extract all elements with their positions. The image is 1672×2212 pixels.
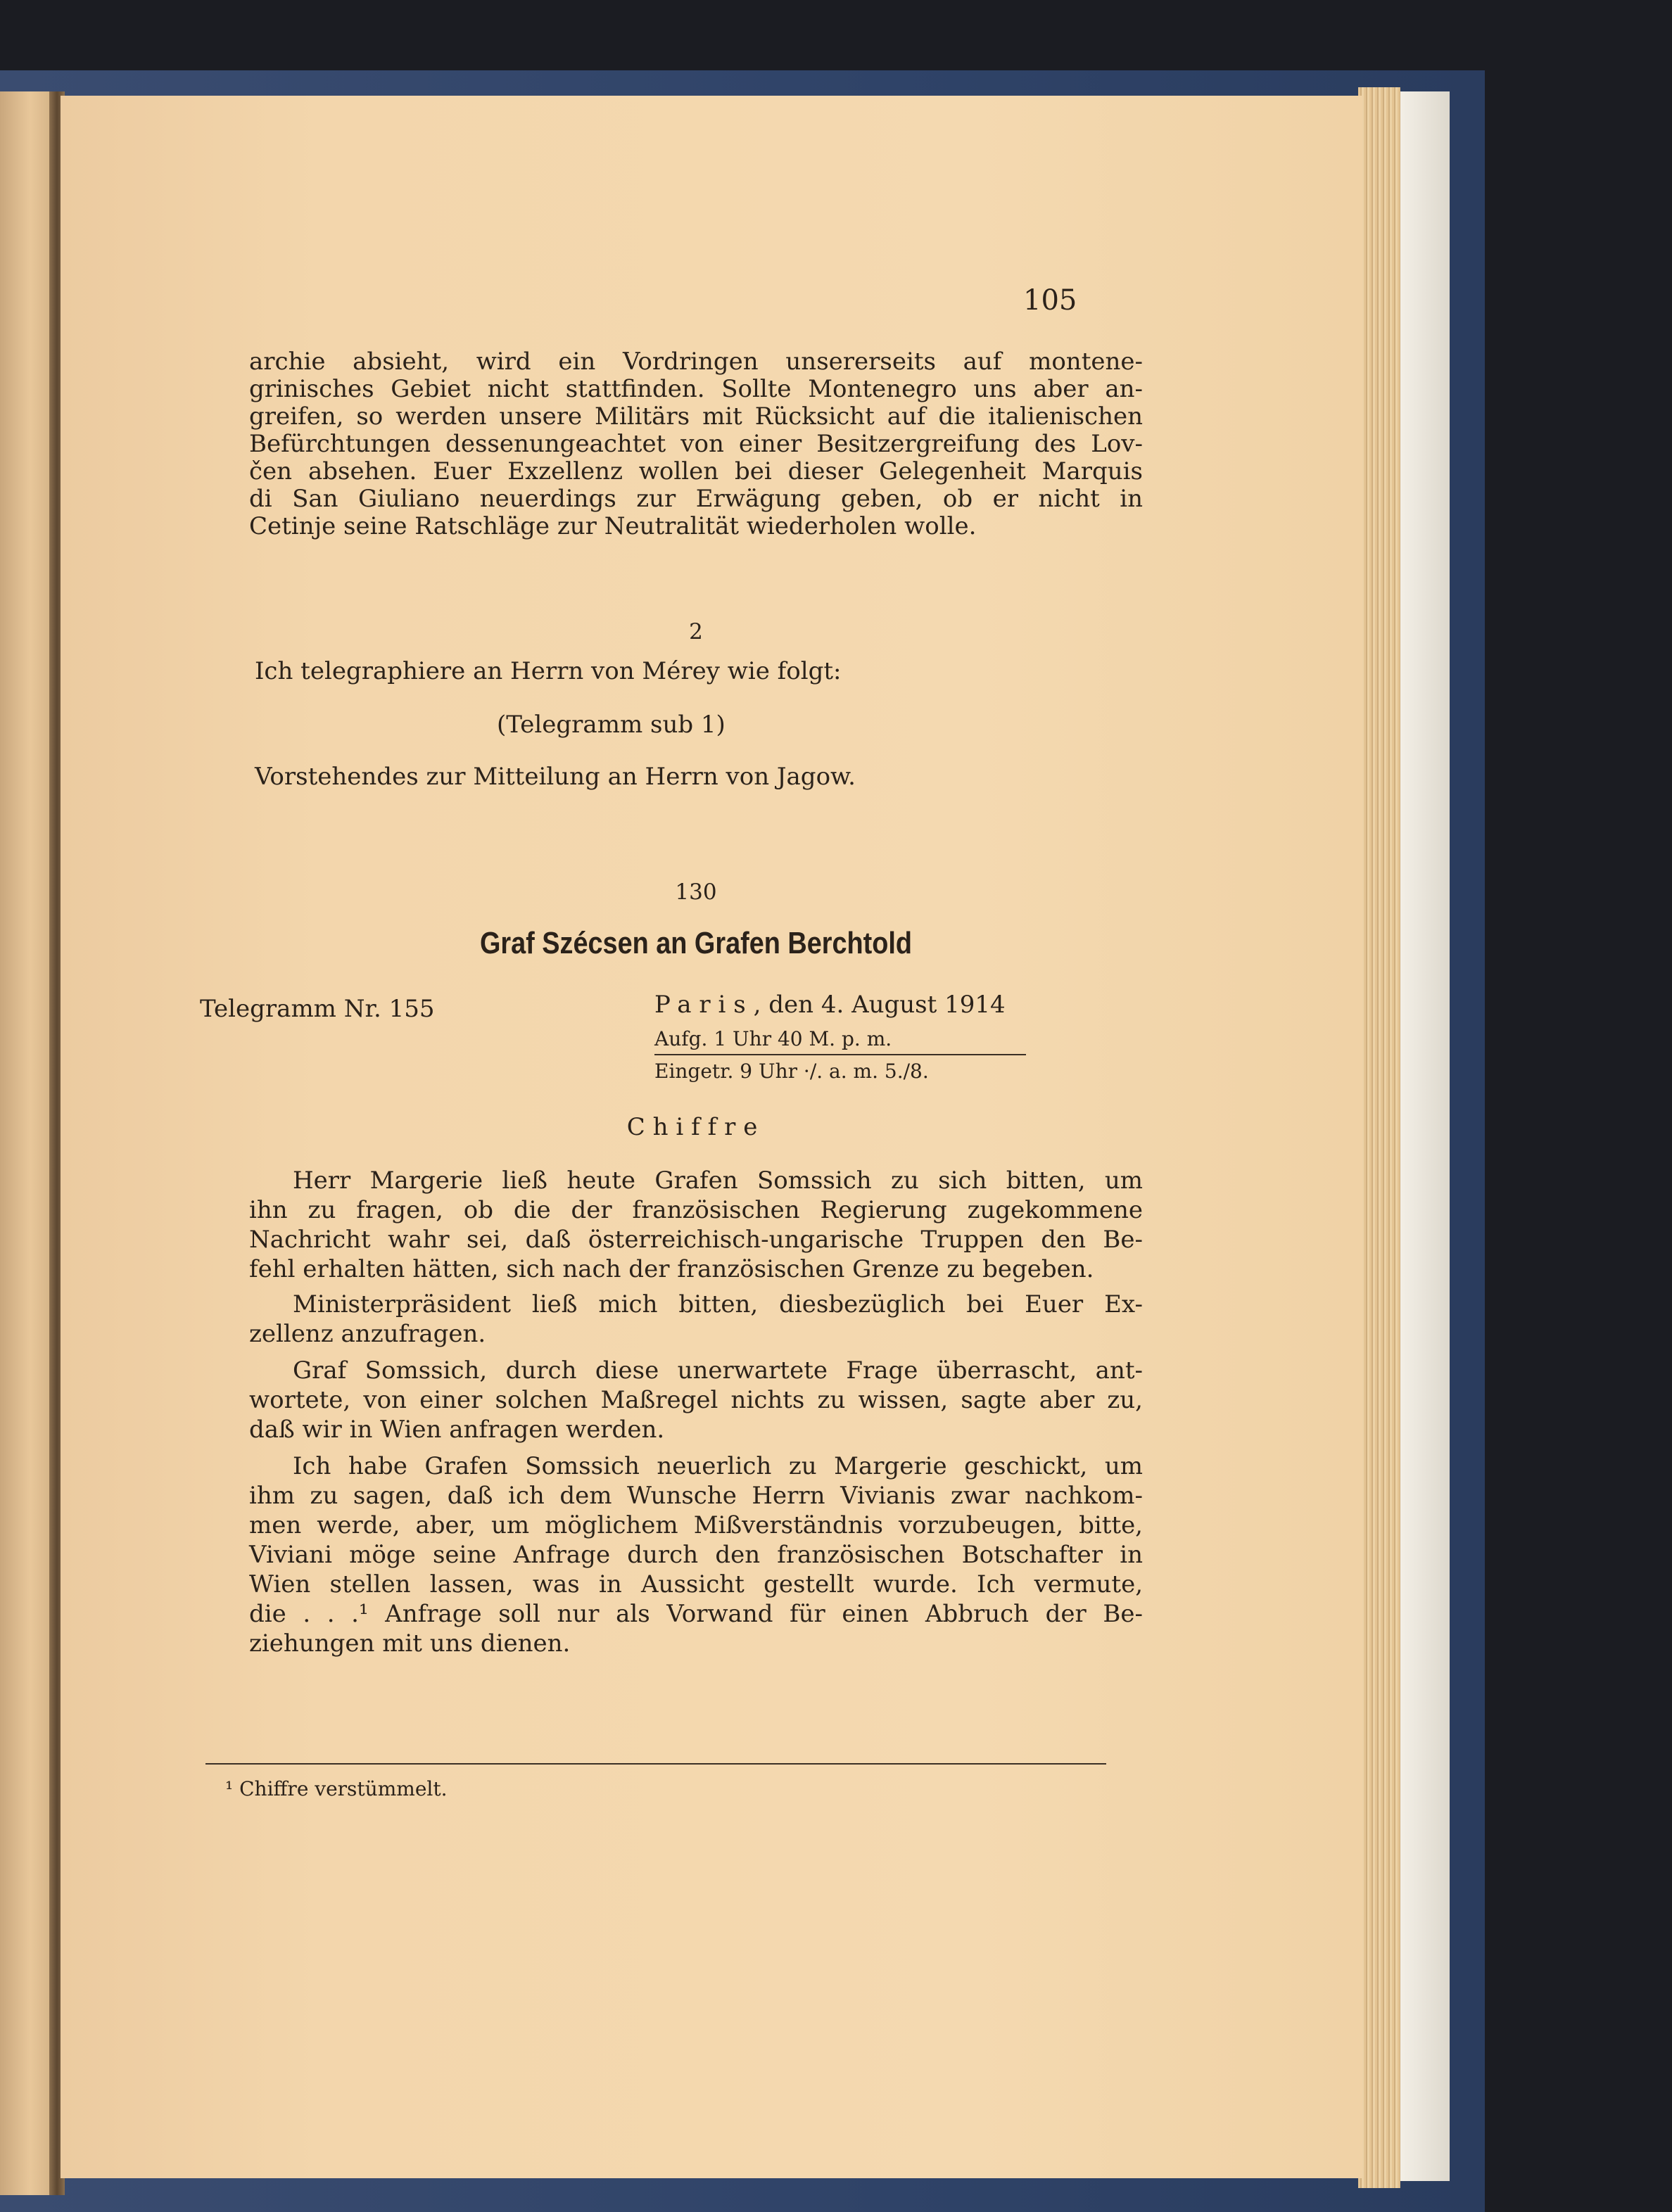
body-line: zellenz anzufragen.	[249, 1320, 486, 1348]
body-line: Herr Margerie ließ heute Grafen Somssich zu sich bitten, um	[293, 1167, 1143, 1195]
page-edges	[1358, 87, 1400, 2188]
body-line: daß wir in Wien anfragen werden.	[249, 1416, 665, 1444]
cipher-text: Chiffre	[626, 1113, 766, 1141]
section-line: Vorstehendes zur Mitteilung an Herrn von Jagow.	[255, 763, 856, 791]
body-line: die . . .¹ Anfrage soll nur als Vorwand für einen Abbruch der Be-	[249, 1600, 1143, 1628]
endpaper-edge	[1400, 91, 1450, 2181]
body-line: ihn zu fragen, ob die der französischen Regierung zugekommene	[249, 1196, 1143, 1224]
paragraph-line: greifen, so werden unsere Militärs mit Rücksicht auf die italienischen	[249, 402, 1143, 431]
page-number: 105	[1023, 284, 1077, 317]
section-line: (Telegramm sub 1)	[497, 711, 726, 739]
receipt-time: Eingetr. 9 Uhr ·/. a. m. 5./8.	[654, 1060, 929, 1083]
body-line: Nachricht wahr sei, daß österreichisch-ungarische Truppen den Be-	[249, 1226, 1143, 1254]
body-line: wortete, von einer solchen Maßregel nichts zu wissen, sagte aber zu,	[249, 1386, 1143, 1414]
body-line: fehl erhalten hätten, sich nach der französischen Grenze zu begeben.	[249, 1255, 1094, 1283]
body-line: Graf Somssich, durch diese unerwartete Frage überrascht, ant-	[293, 1356, 1143, 1385]
cipher-label	[249, 1112, 1143, 1143]
section-number: 2	[689, 619, 703, 644]
left-page-edge	[0, 91, 55, 2195]
paragraph-line: di San Giuliano neuerdings zur Erwägung geben, ob er nicht in	[249, 485, 1143, 513]
body-line: Ministerpräsident ließ mich bitten, diesbezüglich bei Euer Ex-	[293, 1290, 1143, 1318]
paragraph-line: Befürchtungen dessenungeachtet von einer Besitzergreifung des Lov-	[249, 430, 1143, 458]
telegram-number: Telegramm Nr. 155	[200, 995, 435, 1023]
dispatch-time: Aufg. 1 Uhr 40 M. p. m.	[654, 1027, 892, 1050]
dispatch-rule	[654, 1054, 1026, 1055]
body-line: ihm zu sagen, daß ich dem Wunsche Herrn Vivianis zwar nachkom-	[249, 1482, 1143, 1510]
document-number: 130	[675, 879, 717, 905]
section-line: Ich telegraphiere an Herrn von Mérey wie folgt:	[255, 657, 842, 685]
dateline	[654, 991, 1006, 1019]
body-line: men werde, aber, um möglichem Mißverständnis vorzubeugen, bitte,	[249, 1511, 1143, 1539]
dateline-date: , den 4. August 1914	[753, 991, 1006, 1019]
body-line: Wien stellen lassen, was in Aussicht gestellt wurde. Ich vermute,	[249, 1570, 1143, 1598]
footnote: ¹ Chiffre verstümmelt.	[225, 1777, 448, 1800]
body-line: Ich habe Grafen Somssich neuerlich zu Margerie geschickt, um	[293, 1452, 1143, 1480]
paragraph-line: grinisches Gebiet nicht stattfinden. Sollte Montenegro uns aber an-	[249, 375, 1143, 403]
body-line: Viviani möge seine Anfrage durch den französischen Botschafter in	[249, 1541, 1143, 1569]
paragraph-line: čen absehen. Euer Exzellenz wollen bei dieser Gelegenheit Marquis	[249, 457, 1143, 485]
book-page	[61, 96, 1362, 2178]
dateline-place: Paris	[654, 991, 754, 1019]
document-title: Graf Szécsen an Grafen Berchtold	[479, 926, 913, 960]
footnote-rule	[205, 1763, 1106, 1765]
paragraph-line: Cetinje seine Ratschläge zur Neutralität wiederholen wolle.	[249, 512, 977, 540]
body-line: ziehungen mit uns dienen.	[249, 1629, 571, 1658]
paragraph-line: archie absieht, wird ein Vordringen unsererseits auf montene-	[249, 348, 1143, 376]
